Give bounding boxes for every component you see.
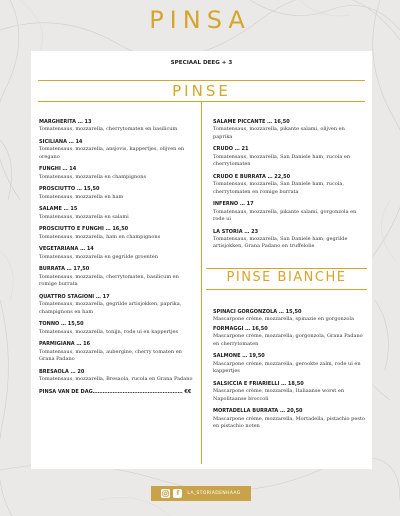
menu-item bbox=[213, 119, 365, 141]
item-name: QUATTRO STAGIONI … 17 bbox=[39, 293, 110, 300]
item-description: Tomatensaus, mozzarella, pikante salami, olijven en paprika bbox=[213, 126, 345, 140]
menu-item bbox=[39, 186, 197, 201]
item-description: Tomatensaus, mozzarella, cherrytomaten en basilicum bbox=[39, 126, 178, 133]
item-description: Tomatensaus, mozzarella, ansjovis, kappertjes, olijven en oregano bbox=[39, 146, 185, 160]
item-name: PARMIGIANA … 16 bbox=[39, 341, 91, 348]
menu-item bbox=[39, 369, 197, 384]
item-description: Tomatensaus, mozzarella en ham bbox=[39, 193, 124, 200]
item-description: Mascarpone crème, mozzarella, gerookte zalm, rode ui en kappertjes bbox=[213, 360, 361, 375]
item-name: CRUDO E BURRATA … 22,50 bbox=[213, 173, 291, 180]
bianche-rule-bottom bbox=[206, 289, 367, 290]
item-name: PROSCIUTTO E FUNGHI … 16,50 bbox=[39, 226, 129, 233]
item-description: Mascarpone crème, mozzarella, spinazie en gorgonzola bbox=[213, 316, 354, 323]
item-name: VEGETARIANA … 14 bbox=[39, 246, 94, 253]
item-name: SALMONE … 19,50 bbox=[213, 353, 265, 360]
item-name: SICILIANA … 14 bbox=[39, 139, 83, 145]
item-name: MORTADELLA BURRATA … 20,50 bbox=[213, 408, 303, 415]
item-description: Mascarpone crème, mozzarella, Italiaanse worst en Napolitaanse broccoli bbox=[213, 388, 345, 402]
menu-item-daily bbox=[39, 389, 197, 396]
item-name: PINSA VAN DE DAG……………………………………………… €€ bbox=[39, 388, 192, 395]
item-description: Tomatensaus, mozzarella en gegrilde groenten bbox=[39, 253, 158, 260]
menu-item bbox=[39, 246, 197, 261]
item-name: SPINACI GORGONZOLA … 15,50 bbox=[213, 309, 302, 315]
item-description: Tomatensaus, mozzarella en champignons bbox=[39, 173, 147, 180]
menu-item bbox=[213, 353, 365, 375]
pinse-rule-top bbox=[38, 80, 365, 81]
item-description: Tomatensaus, mozzarella en salami bbox=[39, 213, 129, 220]
menu-item bbox=[213, 201, 365, 223]
menu-item bbox=[39, 206, 197, 221]
item-description: Tomatensaus, mozzarella, cherrytomaten, basilicum en romige burrata bbox=[39, 273, 179, 288]
menu-item bbox=[213, 309, 365, 324]
item-name: SALAME … 15 bbox=[39, 206, 78, 213]
bianche-heading: PINSE BIANCHE bbox=[226, 270, 347, 285]
pinse-heading: PINSE bbox=[172, 82, 231, 100]
social-footer bbox=[151, 486, 251, 501]
item-name: FORMAGGI … 16,50 bbox=[213, 326, 268, 332]
bianche-rule-top bbox=[206, 268, 367, 269]
item-description: Tomatensaus, mozzarella, aubergine, cherry tomaten en Grana Padano bbox=[39, 348, 182, 363]
item-description: Tomatensaus, mozzarella, San Daniele ham, rucola, cherrytomaten en romige burrata bbox=[213, 181, 344, 195]
item-description: Tomatensaus, mozzarella, tonijn, rode ui en kappertjes bbox=[39, 328, 179, 335]
pinse-right-column bbox=[213, 119, 365, 256]
menu-item bbox=[213, 229, 365, 251]
item-description: Tomatensaus, mozzarella, San Daniele ham, rucola en cherrytomaten bbox=[213, 153, 351, 168]
menu-item bbox=[213, 381, 365, 403]
social-handle[interactable]: LA_STORIADENHAAG bbox=[187, 491, 241, 496]
page-title: PINSA bbox=[149, 6, 251, 34]
menu-card bbox=[31, 51, 372, 469]
menu-item bbox=[39, 321, 197, 336]
menu-item bbox=[213, 174, 365, 196]
bianche-column bbox=[213, 309, 365, 436]
menu-item bbox=[213, 408, 365, 430]
menu-item bbox=[39, 119, 197, 134]
menu-item bbox=[213, 146, 365, 168]
item-description: Mascarpone crème, mozzarella, gorgonzola, Grana Padano en cherrytomaten bbox=[213, 333, 363, 347]
menu-item bbox=[39, 166, 197, 181]
item-name: INFERNO … 17 bbox=[213, 201, 254, 208]
item-name: PROSCIUTTO … 15,50 bbox=[39, 186, 100, 193]
item-description: Tomatensaus, mozzarella, ham en champignons bbox=[39, 233, 161, 240]
item-name: CRUDO … 21 bbox=[213, 146, 249, 153]
item-description: Tomatensaus, mozzarella, San Daniele ham, gegrilde artisjokken, Grana Padano en truffelolie bbox=[213, 236, 348, 250]
item-name: SALSICCIA E FRIARIELLI … 18,50 bbox=[213, 380, 304, 387]
menu-item bbox=[39, 226, 197, 241]
item-description: Tomatensaus, mozzarella, pikante salami, gorgonzola en rode ui bbox=[213, 208, 357, 223]
menu-item bbox=[213, 326, 365, 348]
menu-item bbox=[39, 266, 197, 288]
item-name: TONNO … 15,50 bbox=[39, 321, 84, 328]
item-name: MARGHERITA … 13 bbox=[39, 119, 92, 125]
menu-subtitle: SPECIAAL DEEG + 3 bbox=[170, 60, 233, 66]
item-name: BRESAOLA … 20 bbox=[39, 368, 85, 375]
item-description: Tomatensaus, mozzarella, Bresaola, rucola en Grana Padano bbox=[39, 376, 193, 383]
facebook-icon[interactable]: f bbox=[173, 489, 182, 498]
item-description: Tomatensaus, mozzarella, gegrilde artisjokken, paprika, champignons en ham bbox=[39, 301, 182, 315]
menu-item bbox=[39, 341, 197, 363]
item-name: LA STORIA … 23 bbox=[213, 228, 259, 235]
pinse-left-column bbox=[39, 119, 197, 401]
menu-item bbox=[39, 139, 197, 161]
item-name: FUNGHI … 14 bbox=[39, 166, 77, 173]
item-name: BURRATA … 17,50 bbox=[39, 266, 90, 273]
item-description: Mascarpone crème, mozzarella, Mortadella, pistachio pesto en pistachio noten bbox=[213, 415, 365, 430]
instagram-icon[interactable] bbox=[161, 489, 170, 498]
item-name: SALAME PICCANTE … 16,50 bbox=[213, 119, 290, 125]
menu-item bbox=[39, 294, 197, 316]
